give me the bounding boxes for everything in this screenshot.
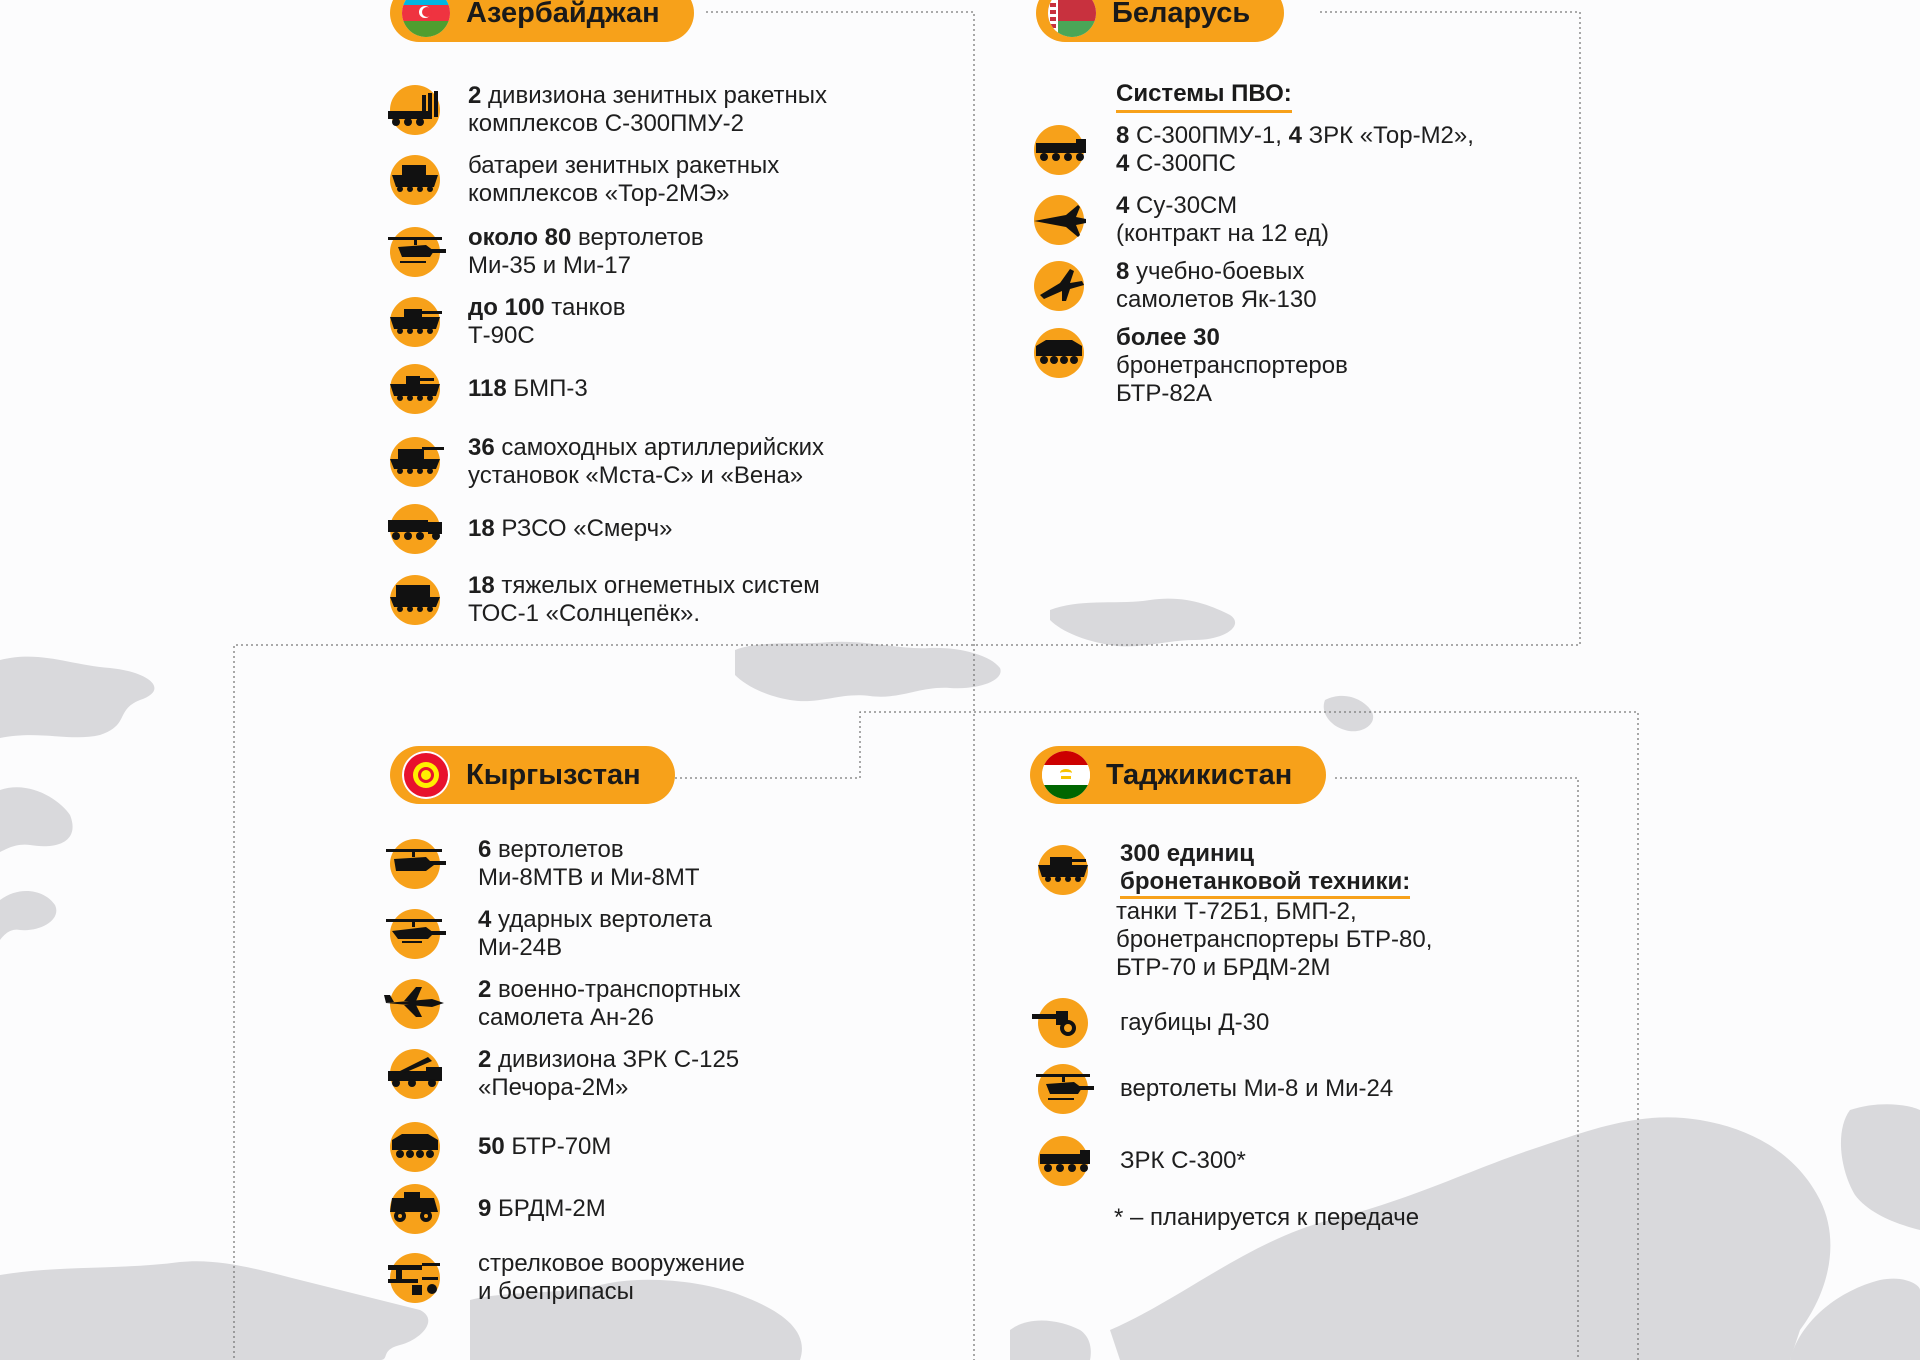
helicopter-icon [1038, 1064, 1088, 1114]
item-text: 18 тяжелых огнеметных систем ТОС-1 «Солнцепёк». [468, 572, 820, 627]
flamethrower-system-icon [390, 575, 440, 625]
country-name: Таджикистан [1106, 758, 1293, 791]
tajikistan-flag-icon [1042, 751, 1090, 799]
item-text: стрелковое вооружение и боеприпасы [478, 1250, 745, 1305]
list-item [390, 152, 779, 208]
item-text: 2 дивизиона зенитных ракетных комплексов С-300ПМУ-2 [468, 82, 828, 137]
footnote: * – планируется к передаче [1114, 1204, 1420, 1231]
air-defense-vehicle-icon [390, 155, 440, 205]
item-text: 18 РЗСО «Смерч» [468, 515, 673, 542]
howitzer-icon [1038, 998, 1088, 1048]
apc-icon [1034, 328, 1084, 378]
list-item [390, 504, 672, 554]
apc-icon [390, 1122, 440, 1172]
country-badge-belarus [1036, 0, 1284, 42]
country-badge-tajikistan [1030, 746, 1326, 804]
item-text: 118 БМП-3 [468, 375, 588, 402]
item-text: около 80 вертолетов Ми-35 и Ми-17 [468, 224, 704, 279]
list-item: 4 Су-30СМ (контракт на 12 ед) [1034, 192, 1329, 248]
list-item [390, 906, 712, 962]
transport-plane-icon [390, 979, 440, 1029]
tank-icon [390, 297, 440, 347]
transport-helicopter-icon [390, 839, 440, 889]
list-item: ЗРК С-300* [1038, 1136, 1246, 1186]
list-item [390, 836, 700, 892]
sam-launcher-icon [390, 1049, 440, 1099]
country-badge-kyrgyzstan [390, 746, 675, 804]
list-item [390, 1250, 745, 1306]
item-text: 9 БРДМ-2М [478, 1195, 606, 1222]
list-item [390, 434, 824, 490]
section-heading: Системы ПВО: [1116, 80, 1292, 113]
missile-truck-icon [1034, 125, 1084, 175]
equipment-details: танки Т-72Б1, БМП-2, бронетранспортеры БТР-80, БТР-70 и БРДМ-2М [1116, 898, 1433, 981]
item-text: 50 БТР-70М [478, 1133, 612, 1160]
attack-helicopter-icon [390, 909, 440, 959]
helicopter-icon [390, 227, 440, 277]
list-item [390, 1046, 739, 1102]
item-text: до 100 танков Т-90С [468, 294, 626, 349]
fighter-jet-icon [1034, 195, 1084, 245]
list-item [390, 1122, 611, 1172]
list-item [390, 82, 827, 138]
list-item: более 30 бронетранспортеров БТР-82А [1034, 324, 1348, 408]
list-item [390, 224, 704, 280]
armored-car-icon [390, 1184, 440, 1234]
list-item [390, 572, 820, 628]
item-text: 4 ударных вертолета Ми-24В [478, 906, 712, 961]
list-item [390, 1184, 606, 1234]
self-propelled-gun-icon [390, 437, 440, 487]
kyrgyzstan-flag-icon [402, 751, 450, 799]
country-name: Кыргызстан [466, 758, 641, 791]
item-text: батареи зенитных ракетных комплексов «Тор-2МЭ» [468, 152, 780, 207]
list-item [390, 364, 588, 414]
trainer-jet-icon [1034, 261, 1084, 311]
item-text: 2 военно-транспортных самолета Ан-26 [478, 976, 741, 1031]
missile-truck-icon [1038, 1136, 1088, 1186]
country-badge-azerbaijan [390, 0, 694, 42]
belarus-flag-icon [1048, 0, 1096, 37]
item-text: 6 вертолетов Ми-8МТВ и Ми-8МТ [478, 836, 700, 891]
rocket-launcher-truck-icon [390, 504, 440, 554]
missile-launcher-icon [390, 85, 440, 135]
list-item: вертолеты Ми-8 и Ми-24 [1038, 1064, 1393, 1114]
item-text: 2 дивизиона ЗРК С-125 «Печора-2М» [478, 1046, 740, 1101]
list-item: 300 единиц бронетанковой техники: [1038, 840, 1410, 899]
armored-vehicle-icon [1038, 845, 1088, 895]
ifv-icon [390, 364, 440, 414]
item-text: 36 самоходных артиллерийских установок «Мста-С» и «Вена» [468, 434, 825, 489]
azerbaijan-flag-icon [402, 0, 450, 37]
list-item [390, 976, 741, 1032]
list-item: гаубицы Д-30 [1038, 998, 1269, 1048]
list-item: 8 учебно-боевых самолетов Як-130 [1034, 258, 1317, 314]
list-item [390, 294, 625, 350]
small-arms-icon [390, 1253, 440, 1303]
list-item: 8 С-300ПМУ-1, 4 ЗРК «Тор-М2», 4 С-300ПС [1034, 122, 1474, 178]
country-name: Азербайджан [466, 0, 660, 29]
country-name: Беларусь [1112, 0, 1251, 29]
